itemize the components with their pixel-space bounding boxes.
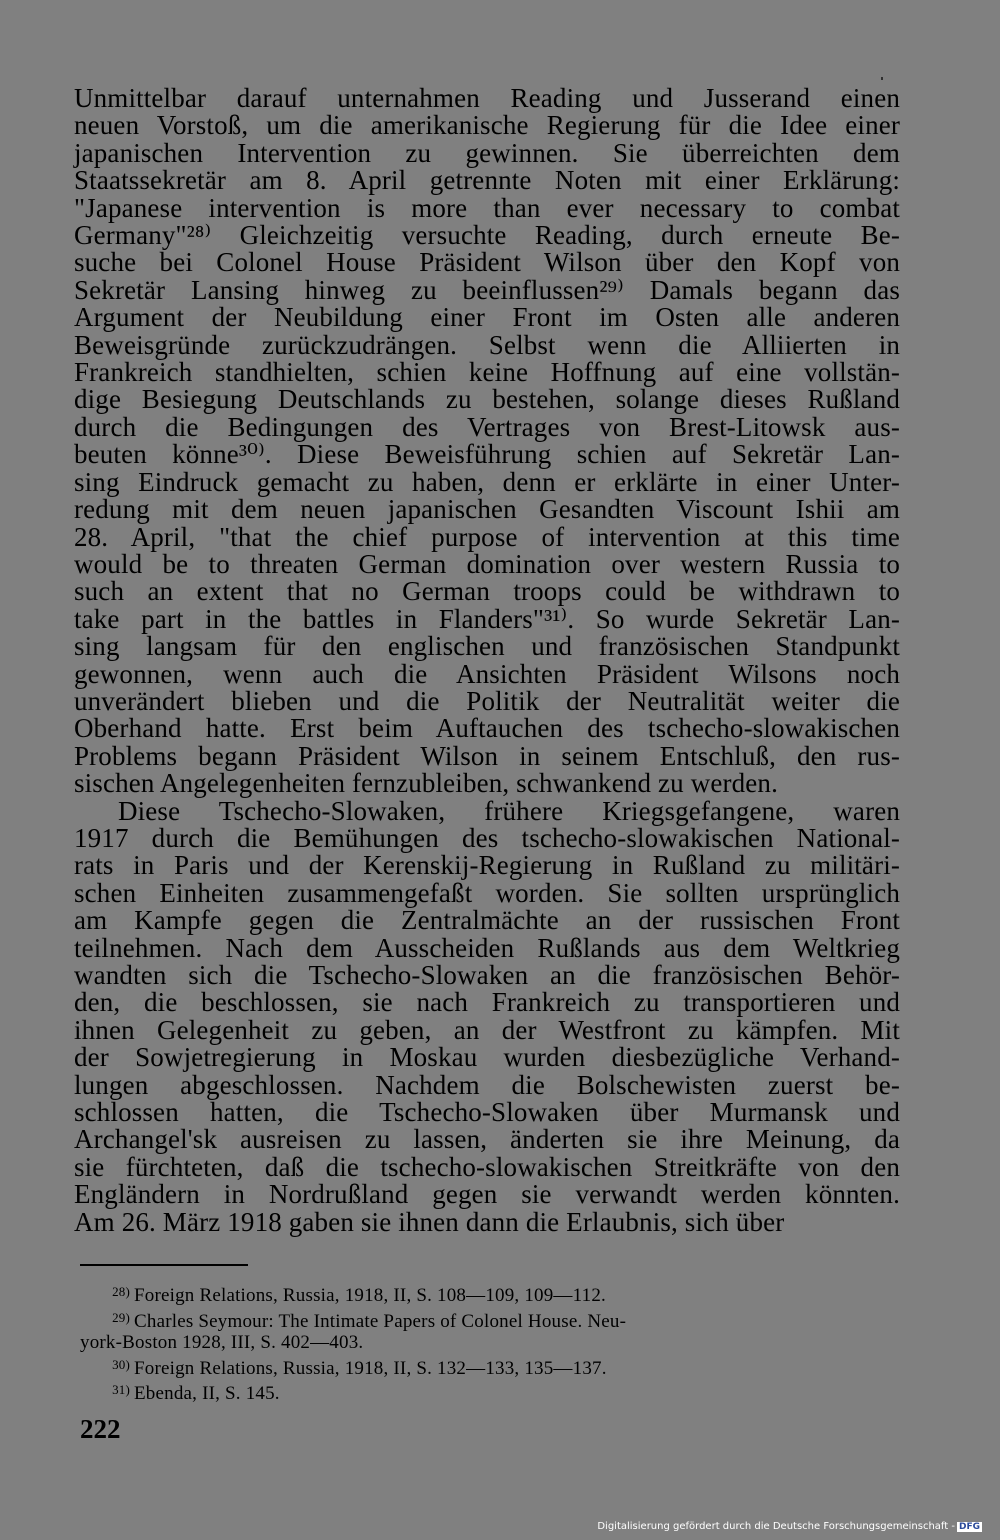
- footnote-text: Foreign Relations, Russia, 1918, II, S. 108—109, 109—112.: [134, 1285, 606, 1306]
- text-line: would be to threaten German domination over western Russia to: [74, 548, 900, 579]
- footnote-29: [80, 1307, 902, 1333]
- text-line: 28. April, "that the chief purpose of intervention at this time: [74, 521, 900, 552]
- text-line: Unmittelbar darauf unternahmen Reading und Jusserand einen: [74, 83, 900, 113]
- text-line: Staatssekretär am 8. April getrennte Noten mit einer Erklärung:: [74, 165, 900, 196]
- text-line: wandten sich die Tschecho-Slowaken an die französischen Behör-: [74, 960, 900, 990]
- paragraph-1: [74, 85, 900, 798]
- text-line: sischen Angelegenheiten fernzubleiben, schwankend zu werden.: [74, 768, 778, 799]
- text-line: Sekretär Lansing hinweg zu beeinflussen²⁹⁾ Damals begann das: [74, 274, 900, 305]
- text-line: sing langsam für den englischen und französischen Standpunkt: [74, 631, 900, 662]
- text-line: lungen abgeschlossen. Nachdem die Bolschewisten zuerst be-: [74, 1069, 900, 1100]
- paragraph-2: [74, 795, 900, 1237]
- text-line: Am 26. März 1918 gaben sie ihnen dann die Erlaubnis, sich über: [74, 1206, 785, 1237]
- text-line: am Kampfe gegen die Zentralmächte an der russischen Front: [74, 905, 900, 936]
- text-line: 1917 durch die Bemühungen des tschecho-slowakischen National-: [74, 822, 900, 853]
- dfg-logo: DFG: [958, 1522, 980, 1532]
- footnote-number: 29): [112, 1309, 130, 1325]
- text-line: durch die Bedingungen des Vertrages von Brest-Litowsk aus-: [74, 411, 900, 442]
- text-line: Engländern in Nordrußland gegen sie verwandt werden könnten.: [74, 1179, 900, 1210]
- text-line: dige Besiegung Deutschlands zu bestehen, solange dieses Rußland: [74, 384, 900, 415]
- footnote-number: 30): [112, 1356, 130, 1372]
- text-line: Frankreich standhielten, schien keine Hoffnung auf eine vollstän-: [74, 357, 900, 388]
- footnote-number: 31): [112, 1382, 130, 1398]
- footnote-31: [80, 1379, 902, 1405]
- footnote-text: Foreign Relations, Russia, 1918, II, S. 132—133, 135—137.: [134, 1357, 607, 1379]
- footnote-separator: [80, 1264, 248, 1266]
- scan-speck: [881, 77, 883, 80]
- text-line: redung mit dem neuen japanischen Gesandten Viscount Ishii am: [74, 494, 900, 525]
- text-line: japanischen Intervention zu gewinnen. Sie überreichten dem: [74, 137, 900, 168]
- credit-text: Digitalisierung gefördert durch die Deutsche Forschungsgemeinschaft -: [597, 1521, 955, 1532]
- footnotes: [80, 1281, 902, 1405]
- footnote-29-continuation: york-Boston 1928, III, S. 402—403.: [80, 1332, 364, 1354]
- footnote-text: Charles Seymour: The Intimate Papers of Colonel House. Neu-: [134, 1310, 627, 1332]
- text-line: Problems begann Präsident Wilson in seinem Entschluß, den rus-: [74, 740, 900, 771]
- text-line: schen Einheiten zusammengefaßt worden. Sie sollten ursprünglich: [74, 877, 900, 908]
- text-line: beuten könne³⁰⁾. Diese Beweisführung schien auf Sekretär Lan-: [74, 439, 900, 470]
- text-line: Oberhand hatte. Erst beim Auftauchen des tschecho-slowakischen: [74, 713, 900, 744]
- digitization-credit: [597, 1521, 982, 1532]
- text-line: den, die beschlossen, sie nach Frankreich zu transportieren und: [74, 987, 900, 1018]
- page-number: 222: [80, 1414, 121, 1444]
- text-line: Argument der Neubildung einer Front im Osten alle anderen: [74, 302, 900, 333]
- footnote-text: Ebenda, II, S. 145.: [134, 1383, 280, 1405]
- body-text: [74, 85, 900, 1236]
- footnote-28: [80, 1281, 902, 1307]
- text-line: Diese Tschecho-Slowaken, frühere Kriegsgefangene, waren: [118, 795, 900, 826]
- text-line: schlossen hatten, die Tschecho-Slowaken über Murmansk und: [74, 1097, 900, 1128]
- footnote-30: [80, 1354, 902, 1380]
- footnote-number: 28): [112, 1284, 130, 1299]
- text-line: take part in the battles in Flanders"³¹⁾. So wurde Sekretär Lan-: [74, 603, 900, 634]
- text-line: Germany"²⁸⁾ Gleichzeitig versuchte Reading, durch erneute Be-: [74, 220, 900, 251]
- text-line: sie fürchteten, daß die tschecho-slowakischen Streitkräfte von den: [74, 1151, 900, 1182]
- text-line: neuen Vorstoß, um die amerikanische Regierung für die Idee einer: [74, 110, 900, 141]
- text-line: "Japanese intervention is more than ever necessary to combat: [74, 192, 900, 223]
- text-line: such an extent that no German troops could be withdrawn to: [74, 576, 900, 607]
- text-line: teilnehmen. Nach dem Ausscheiden Rußlands aus dem Weltkrieg: [74, 932, 900, 963]
- text-line: Archangel'sk ausreisen zu lassen, änderten sie ihre Meinung, da: [74, 1124, 900, 1155]
- text-line: der Sowjetregierung in Moskau wurden diesbezügliche Verhand-: [74, 1042, 900, 1073]
- text-line: ihnen Gelegenheit zu geben, an der Westfront zu kämpfen. Mit: [74, 1014, 900, 1045]
- text-line: rats in Paris und der Kerenskij-Regierung in Rußland zu militäri-: [74, 850, 900, 881]
- text-line: Beweisgründe zurückzudrängen. Selbst wenn die Alliierten in: [74, 329, 900, 360]
- text-line: sing Eindruck gemacht zu haben, denn er erklärte in einer Unter-: [74, 466, 900, 497]
- text-line: suche bei Colonel House Präsident Wilson über den Kopf von: [74, 247, 900, 278]
- text-line: unverändert blieben und die Politik der Neutralität weiter die: [74, 685, 900, 716]
- text-line: gewonnen, wenn auch die Ansichten Präsident Wilsons noch: [74, 658, 900, 689]
